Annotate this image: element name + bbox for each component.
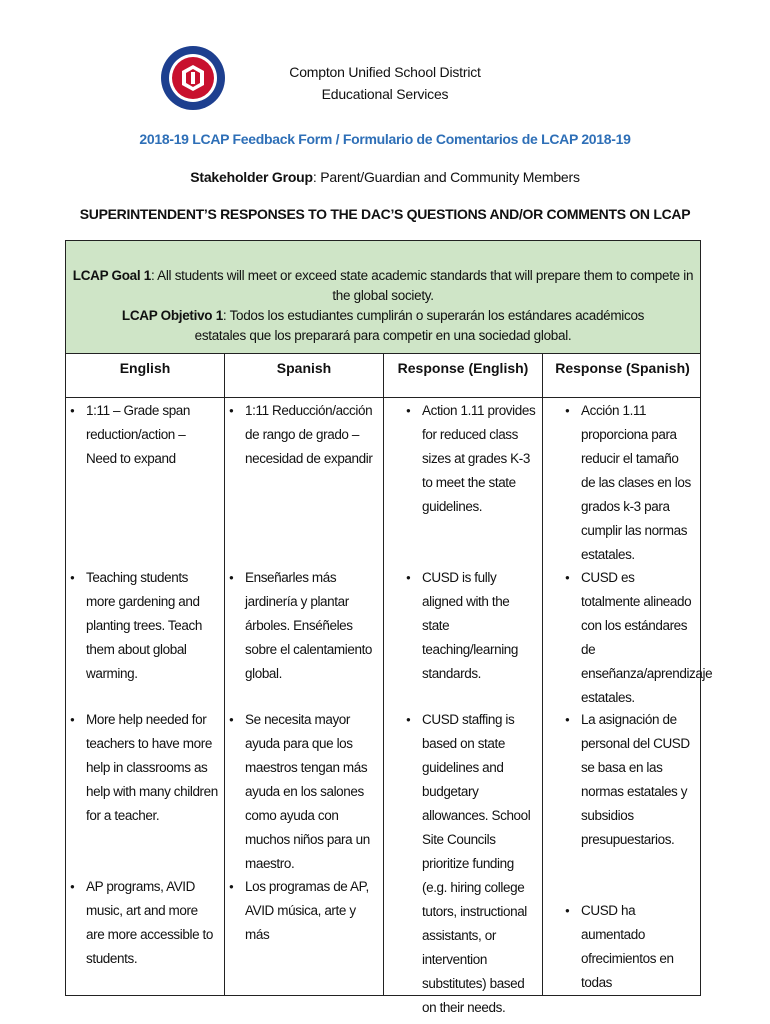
department-name: Educational Services: [321, 86, 449, 102]
list-item: ● More help needed for teachers to have more help in classrooms as help with many children for a teacher.: [86, 708, 218, 828]
list-item: ● CUSD ha aumentado ofrecimientos en todas: [581, 899, 695, 995]
responses-heading: SUPERINTENDENT’S RESPONSES TO THE DAC’S QUESTIONS AND/OR COMMENTS ON LCAP: [79, 206, 691, 222]
column-header-response-spanish: Response (Spanish): [555, 360, 690, 376]
stakeholder-label: Stakeholder Group: [190, 169, 313, 185]
list-item: ● CUSD es totalmente alineado con los estándares de enseñanza/aprendizaje estatales.: [581, 566, 695, 710]
goal-english-label: LCAP Goal 1: [72, 268, 151, 283]
list-item: ● La asignación de personal del CUSD se basa en las normas estatales y subsidios presupuestarios.: [581, 708, 695, 852]
list-item: ● Se necesita mayor ayuda para que los maestros tengan más ayuda en los salones como ayuda con muchos niños para un maestro.: [245, 708, 377, 876]
list-item: ● Teaching students more gardening and planting trees. Teach them about global warming.: [86, 566, 218, 686]
district-name: Compton Unified School District: [289, 64, 481, 80]
list-item: ● 1:11 – Grade span reduction/action – Need to expand: [86, 399, 218, 471]
column-response-english: [384, 398, 543, 1015]
column-header-spanish: Spanish: [225, 354, 384, 397]
goal-spanish-text: : Todos los estudiantes cumplirán o superarán los estándares académicos estatales que los preparará para competir en una sociedad global.: [194, 308, 645, 343]
stakeholder-group: [0, 169, 770, 185]
list-item: ● CUSD is fully aligned with the state teaching/learning standards.: [422, 566, 536, 686]
goal-banner: [65, 240, 701, 354]
list-item: ● CUSD staffing is based on state guidelines and budgetary allowances. School Site Councils prioritize funding (e.g. hiring college tutors, instructional assistants, or intervention substitutes) based on their needs.: [422, 708, 536, 1020]
column-header-response-english: Response (English): [384, 354, 543, 397]
goal-english: [66, 266, 700, 306]
goal-spanish: [66, 306, 700, 346]
list-item: ● AP programs, AVID music, art and more are more accessible to students.: [86, 875, 218, 971]
column-header-english: English: [66, 354, 225, 397]
list-item: ● 1:11 Reducción/acción de rango de grado – necesidad de expandir: [245, 399, 377, 471]
column-response-spanish: [543, 398, 713, 995]
list-item: ● Acción 1.11 proporciona para reducir el tamaño de las clases en los grados k-3 para cumplir las normas estatales.: [581, 399, 695, 567]
column-english: [66, 398, 225, 995]
form-title: 2018-19 LCAP Feedback Form / Formulario de Comentarios de LCAP 2018-19: [139, 131, 631, 147]
list-item: ● Enseñarles más jardinería y plantar árboles. Enséñeles sobre el calentamiento global.: [245, 566, 377, 686]
stakeholder-value: : Parent/Guardian and Community Members: [312, 169, 580, 185]
list-item: ● Los programas de AP, AVID música, arte y más: [245, 875, 377, 947]
column-spanish: [225, 398, 384, 995]
goal-english-text: : All students will meet or exceed state academic standards that will prepare them to compete in the global society.: [150, 268, 694, 303]
list-item: ● Action 1.11 provides for reduced class sizes at grades K-3 to meet the state guidelines.: [422, 399, 536, 519]
goal-spanish-label: LCAP Objetivo 1: [121, 308, 223, 323]
feedback-table: [65, 240, 713, 1015]
column-header-row: [65, 354, 701, 398]
table-body-row: [65, 398, 713, 1015]
